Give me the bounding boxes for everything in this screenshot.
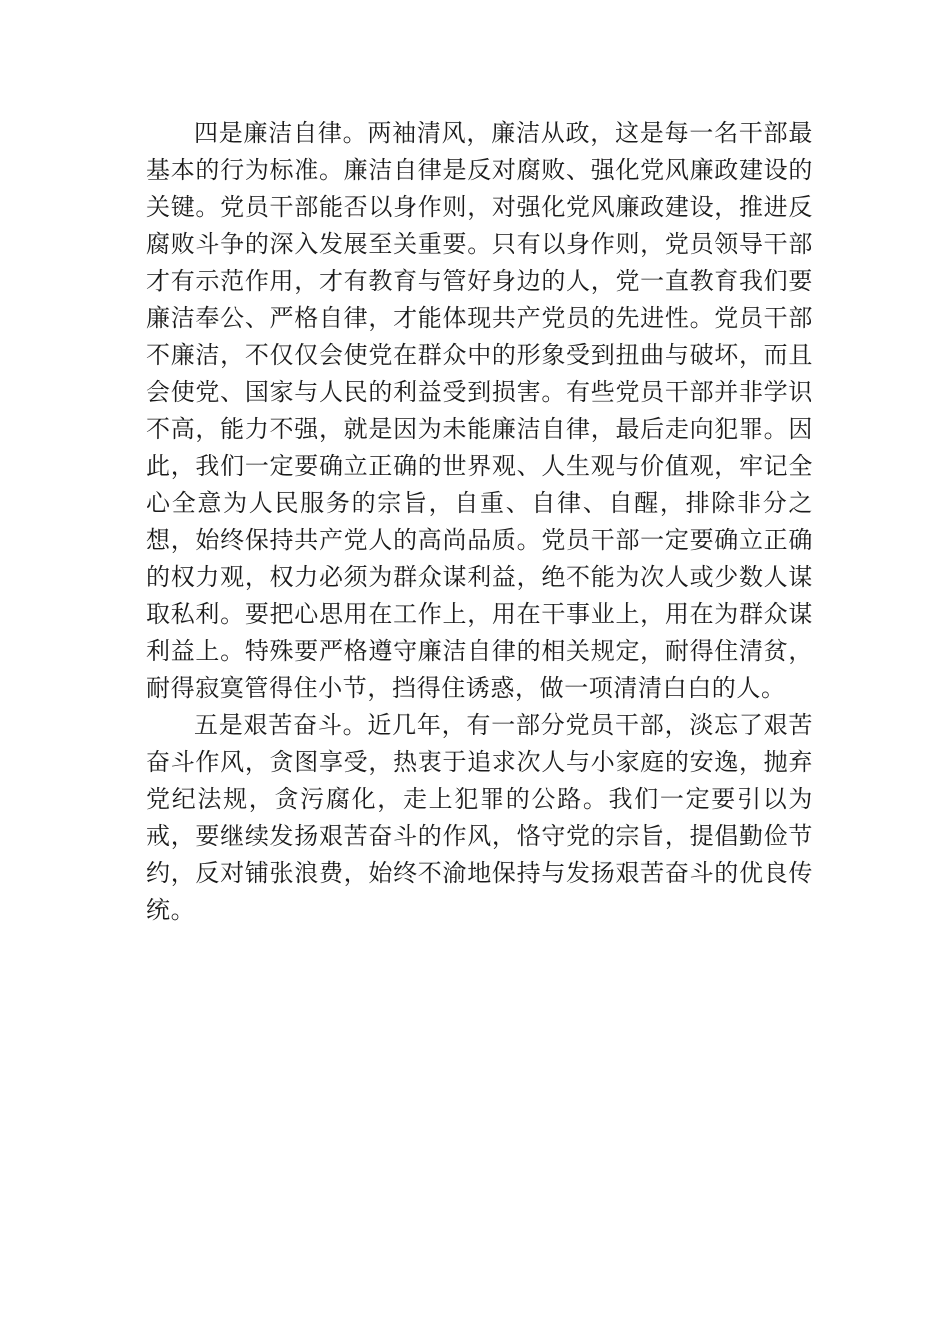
paragraph-hard-work: 五是艰苦奋斗。近几年，有一部分党员干部，淡忘了艰苦奋斗作风，贪图享受，热衷于追求次人与小家庭的安逸，抛弃党纪法规，贪污腐化，走上犯罪的公路。我们一定要引以为戒，要继续发扬艰苦奋斗的作风，恪守党的宗旨，提倡勤俭节约，反对铺张浪费，始终不渝地保持与发扬艰苦奋斗的优良传统。 [146, 711, 813, 924]
paragraph-integrity: 四是廉洁自律。两袖清风，廉洁从政，这是每一名干部最基本的行为标准。廉洁自律是反对腐败、强化党风廉政建设的关键。党员干部能否以身作则，对强化党风廉政建设，推进反腐败斗争的深入发展至关重要。只有以身作则，党员领导干部才有示范作用，才有教育与管好身边的人，党一直教育我们要廉洁奉公、严格自律，才能体现共产党员的先进性。党员干部不廉洁，不仅仅会使党在群众中的形象受到扭曲与破坏，而且会使党、国家与人民的利益受到损害。有些党员干部并非学识不高，能力不强，就是因为未能廉洁自律，最后走向犯罪。因此，我们一定要确立正确的世界观、人生观与价值观，牢记全心全意为人民服务的宗旨，自重、自律、自醒，排除非分之想，始终保持共产党人的高尚品质。党员干部一定要确立正确的权力观，权力必须为群众谋利益，绝不能为次人或少数人谋取私利。要把心思用在工作上，用在干事业上，用在为群众谋利益上。特殊要严格遵守廉洁自律的相关规定，耐得住清贫，耐得寂寞管得住小节，挡得住诱惑，做一项清清白白的人。 [146, 119, 813, 702]
document-body [146, 115, 813, 929]
